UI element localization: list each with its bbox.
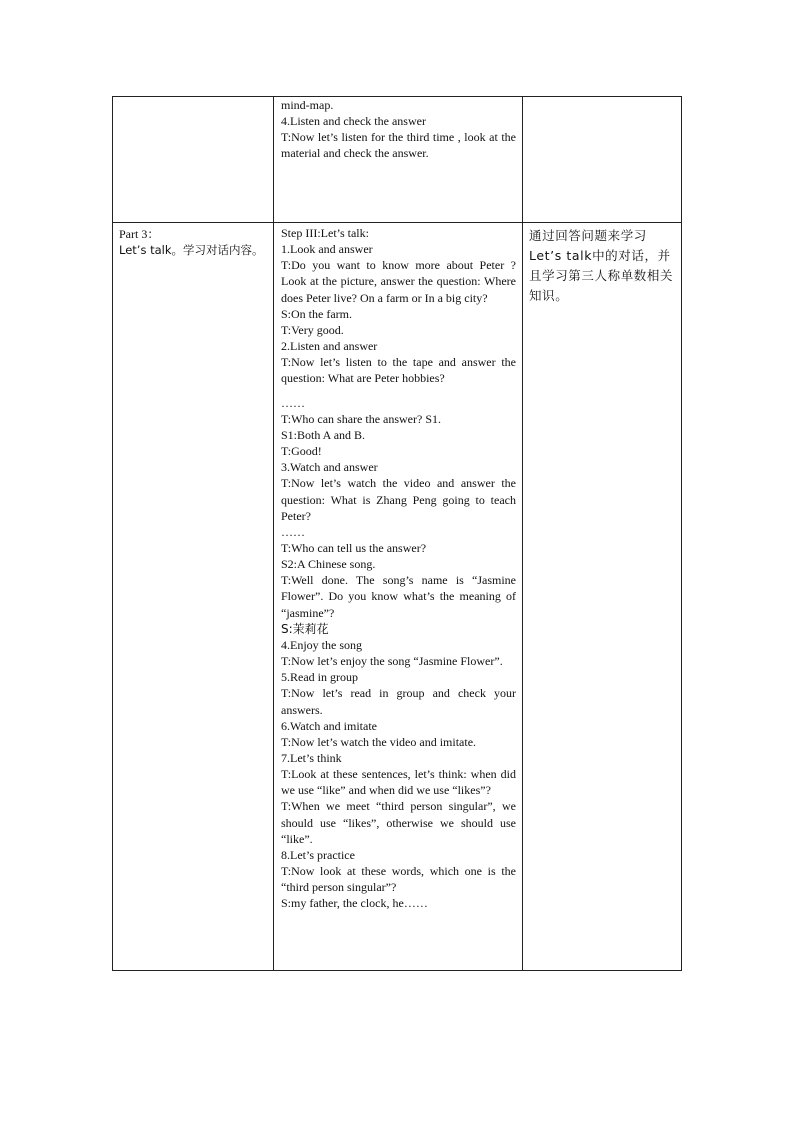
- step-heading: Step III:Let’s talk:: [281, 226, 369, 240]
- step-line: T:Do you want to know more about Peter ? Look at the picture, answer the question: Where does Peter live? On a farm or In a big city?: [281, 258, 516, 305]
- step-line: T:Very good.: [281, 322, 344, 337]
- part-cell: [113, 223, 274, 971]
- step-line: 2.Listen and answer: [281, 339, 378, 354]
- step-line: T:Good!: [281, 444, 322, 459]
- step-line: mind-map.: [281, 98, 334, 112]
- step-line: T:When we meet “third person singular”, we should use “likes”, otherwise we should use “like”.: [281, 799, 516, 846]
- step-line: 3.Watch and answer: [281, 460, 378, 475]
- step-line: T:Now let’s read in group and check your answers.: [281, 686, 516, 717]
- part-description: Let’s talk。学习对话内容。: [119, 242, 264, 257]
- part-cell: [113, 97, 274, 223]
- purpose-cell: [523, 97, 682, 223]
- step-line: T:Now let’s listen to the tape and answer the question: What are Peter hobbies?: [281, 355, 516, 386]
- step-line: T:Who can share the answer? S1.: [281, 411, 442, 426]
- step-line: S1:Both A and B.: [281, 427, 366, 442]
- step-line: 1.Look and answer: [281, 242, 373, 257]
- step-line: 4.Enjoy the song: [281, 637, 362, 652]
- step-line: ……: [281, 524, 305, 539]
- step-line: S:On the farm.: [281, 306, 352, 321]
- steps-cell: [274, 223, 523, 971]
- lesson-plan-table: [112, 96, 682, 971]
- step-line: 7.Let’s think: [281, 751, 342, 765]
- step-line: T:Now let’s watch the video and imitate.: [281, 734, 477, 749]
- step-line: 4.Listen and check the answer: [281, 114, 426, 129]
- part-title: Part 3：: [119, 227, 160, 241]
- table-row: [113, 97, 682, 223]
- purpose-text: 通过回答问题来学习Let’s talk中的对话，并且学习第三人称单数相关知识。: [529, 228, 674, 303]
- step-line: T:Look at these sentences, let’s think: when did we use “like” and when did we use “likes”?: [281, 767, 516, 798]
- steps-cell: [274, 97, 523, 223]
- step-line: S:my father, the clock, he……: [281, 896, 428, 911]
- step-line: S2:A Chinese song.: [281, 557, 376, 572]
- purpose-cell: [523, 223, 682, 971]
- step-line: T:Who can tell us the answer?: [281, 540, 427, 555]
- step-line: T:Well done. The song’s name is “Jasmine Flower”. Do you know what’s the meaning of “jasmine”?: [281, 573, 516, 620]
- step-line: T:Now let’s enjoy the song “Jasmine Flower”.: [281, 654, 503, 669]
- step-line: T:Now look at these words, which one is the “third person singular”?: [281, 864, 516, 895]
- step-line: 5.Read in group: [281, 670, 358, 685]
- step-line: 8.Let’s practice: [281, 847, 355, 862]
- table-row: [113, 223, 682, 971]
- step-line: ……: [281, 395, 305, 410]
- step-line: T:Now let’s watch the video and answer the question: What is Zhang Peng going to teach Peter?: [281, 476, 516, 523]
- step-line: 6.Watch and imitate: [281, 718, 377, 733]
- step-line: T:Now let’s listen for the third time , look at the material and check the answer.: [281, 130, 516, 161]
- step-line: S:茉莉花: [281, 621, 329, 636]
